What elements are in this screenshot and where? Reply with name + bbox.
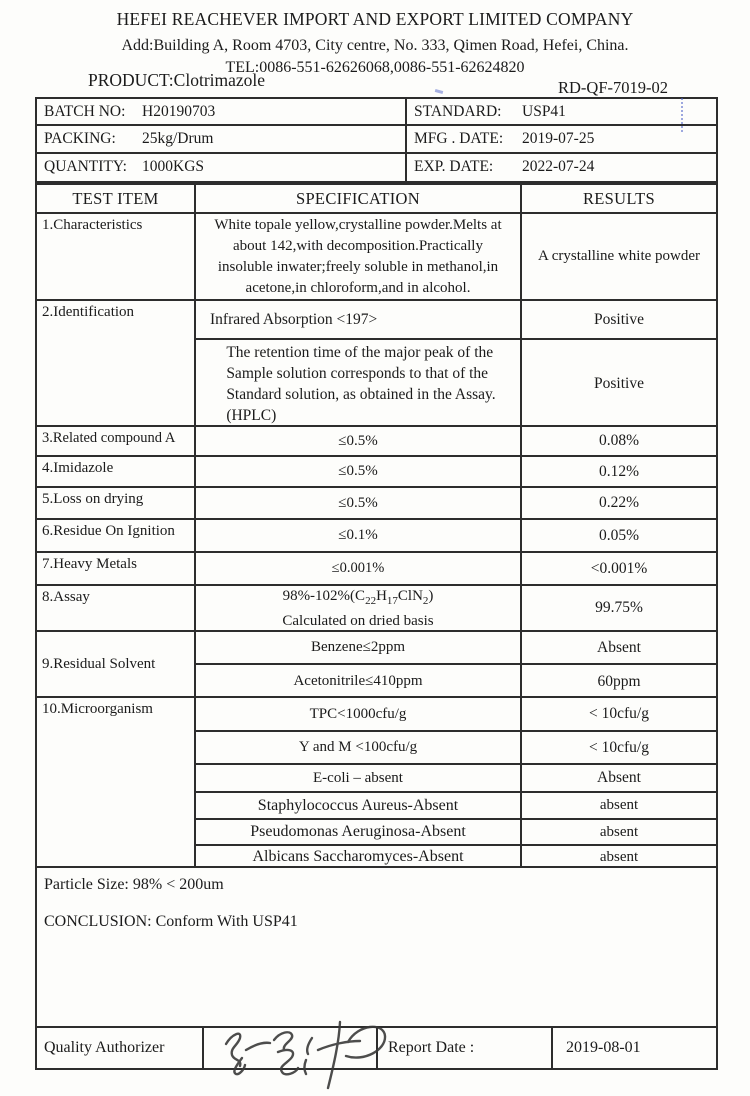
row6-item: 6.Residue On Ignition (37, 520, 196, 551)
quantity-cell (37, 154, 407, 181)
scan-artifact (681, 98, 683, 132)
row1-result: A crystalline white powder (537, 248, 701, 264)
row2a-spec: Infrared Absorption <197> (196, 301, 522, 338)
table-row (196, 793, 716, 820)
row10d-spec: Staphylococcus Aureus-Absent (196, 793, 522, 818)
batch-no-label: BATCH NO: (44, 102, 126, 120)
row10d-result: absent (599, 797, 639, 813)
row6-spec: ≤0.1% (196, 520, 522, 551)
row1-spec (196, 214, 522, 299)
row10-subrows (196, 698, 716, 866)
row7-item: 7.Heavy Metals (37, 553, 196, 584)
table-row (37, 553, 716, 586)
exp-date-cell (407, 154, 716, 181)
row4-item: 4.Imidazole (37, 457, 196, 486)
packing-cell (37, 126, 407, 153)
assay-formula: $98\%-102\%(C_{22}H_{17}ClN_2)$ (282, 587, 434, 607)
row6-result: 0.05% (598, 526, 640, 544)
row9b-result: 60ppm (597, 672, 641, 690)
quantity-value: 1000KGS (142, 158, 205, 176)
row9a-spec: Benzene≤2ppm (196, 632, 522, 663)
row1-item: 1.Characteristics (37, 214, 196, 299)
row10f-result: absent (599, 848, 639, 865)
exp-date-value: 2022-07-24 (522, 158, 595, 176)
scan-artifact (435, 89, 444, 94)
assay-spec-line2: Calculated on dried basis (282, 612, 434, 629)
row2b-result: Positive (594, 374, 644, 392)
company-address: Add:Building A, Room 4703, City centre, No. 333, Qimen Road, Hefei, China. (121, 37, 629, 54)
product-title: PRODUCT:Clotrimazole (88, 70, 266, 90)
row10-item: 10.Microorganism (37, 698, 196, 866)
standard-label: STANDARD: (414, 102, 502, 120)
results-table (35, 183, 718, 1070)
row8-item: 8.Assay (37, 586, 196, 630)
table-row (196, 665, 716, 698)
signoff-row (37, 1028, 716, 1068)
row9-item: 9.Residual Solvent (37, 632, 196, 696)
row7-result: <0.001% (590, 559, 648, 577)
particle-size-text: Particle Size: 98% < 200um (44, 876, 224, 893)
row2-subrows (196, 301, 716, 425)
mfg-date-value: 2019-07-25 (522, 129, 595, 147)
packing-label: PACKING: (44, 129, 116, 147)
table-row (196, 632, 716, 665)
report-date-value: 2019-08-01 (566, 1039, 641, 1056)
row9a-result: Absent (597, 638, 641, 656)
row3-spec: ≤0.5% (196, 427, 522, 455)
row4-spec: ≤0.5% (196, 457, 522, 486)
row3-item: 3.Related compound A (37, 427, 196, 455)
row10c-result: Absent (597, 769, 641, 786)
table-row (37, 632, 716, 698)
row5-result: 0.22% (598, 494, 640, 511)
row9b-spec: Acetonitrile≤410ppm (196, 665, 522, 698)
row2-item: 2.Identification (37, 301, 196, 425)
row10a-spec: TPC<1000cfu/g (196, 698, 522, 730)
standard-cell (407, 99, 716, 126)
row10b-result: < 10cfu/g (589, 738, 649, 756)
row3-result: 0.08% (598, 432, 640, 449)
header-specification: SPECIFICATION (196, 185, 522, 212)
signature-cell (204, 1028, 378, 1068)
table-row (37, 586, 716, 632)
header-test-item: TEST ITEM (37, 185, 196, 212)
row4-result: 0.12% (598, 462, 640, 480)
mfg-date-cell (407, 126, 716, 153)
summary-text (37, 868, 304, 1026)
table-row (196, 820, 716, 846)
exp-date-label: EXP. DATE: (414, 158, 494, 176)
header-results: RESULTS (582, 188, 656, 208)
batch-info-table (35, 97, 718, 183)
table-row (37, 457, 716, 488)
table-row (196, 698, 716, 732)
row7-spec: ≤0.001% (196, 553, 522, 584)
table-row (37, 214, 716, 301)
row2b-spec-lines: The retention time of the major peak of the Sample solution corresponds to that of the Standard solution, as obtained in the Assay. (HPLC) (226, 343, 496, 424)
row10e-spec: Pseudomonas Aeruginosa-Absent (196, 820, 522, 844)
table-row (37, 488, 716, 520)
batch-no-value: H20190703 (142, 102, 216, 120)
batch-no-cell (37, 99, 407, 126)
table-row (196, 846, 716, 868)
company-name: HEFEI REACHEVER IMPORT AND EXPORT LIMITED COMPANY (116, 9, 634, 29)
packing-value: 25kg/Drum (142, 129, 214, 147)
row1-spec-lines: White topale yellow,crystalline powder.Melts at about 142,with decomposition.Practically insoluble inwater;freely soluble in methanol,in acetone,in chloroform,and in alcohol. (214, 216, 502, 296)
assay-spec-lines (274, 586, 441, 631)
row2a-result: Positive (594, 310, 644, 328)
mfg-date-label: MFG . DATE: (414, 129, 504, 147)
quantity-label: QUANTITY: (44, 158, 127, 176)
row10f-spec: Albicans Saccharomyces-Absent (196, 846, 522, 868)
table-row (196, 340, 716, 427)
row10b-spec: Y and M <100cfu/g (196, 732, 522, 763)
row5-item: 5.Loss on drying (37, 488, 196, 518)
summary-block (37, 868, 716, 1028)
table-row (37, 427, 716, 457)
report-date-label: Report Date : (378, 1028, 553, 1068)
table-row (196, 732, 716, 765)
row10a-result: < 10cfu/g (589, 705, 649, 722)
row5-spec: ≤0.5% (196, 488, 522, 518)
table-row (196, 301, 716, 340)
row10c-spec: E-coli – absent (196, 765, 522, 791)
company-telephone: TEL:0086-551-62626068,0086-551-62624820 (225, 59, 525, 76)
table-row (37, 698, 716, 868)
table-row (37, 520, 716, 553)
table-header-row (37, 185, 716, 214)
row2b-spec (196, 340, 522, 427)
conclusion-text: CONCLUSION: Conform With USP41 (44, 913, 298, 930)
standard-value: USP41 (522, 102, 566, 120)
quality-authorizer-label: Quality Authorizer (37, 1028, 204, 1068)
row9-subrows (196, 632, 716, 696)
row8-spec (196, 586, 522, 630)
table-row (196, 765, 716, 793)
document-code: RD-QF-7019-02 (558, 78, 668, 97)
row10e-result: absent (599, 823, 639, 840)
row8-result: 99.75% (595, 599, 643, 616)
table-row (37, 301, 716, 427)
